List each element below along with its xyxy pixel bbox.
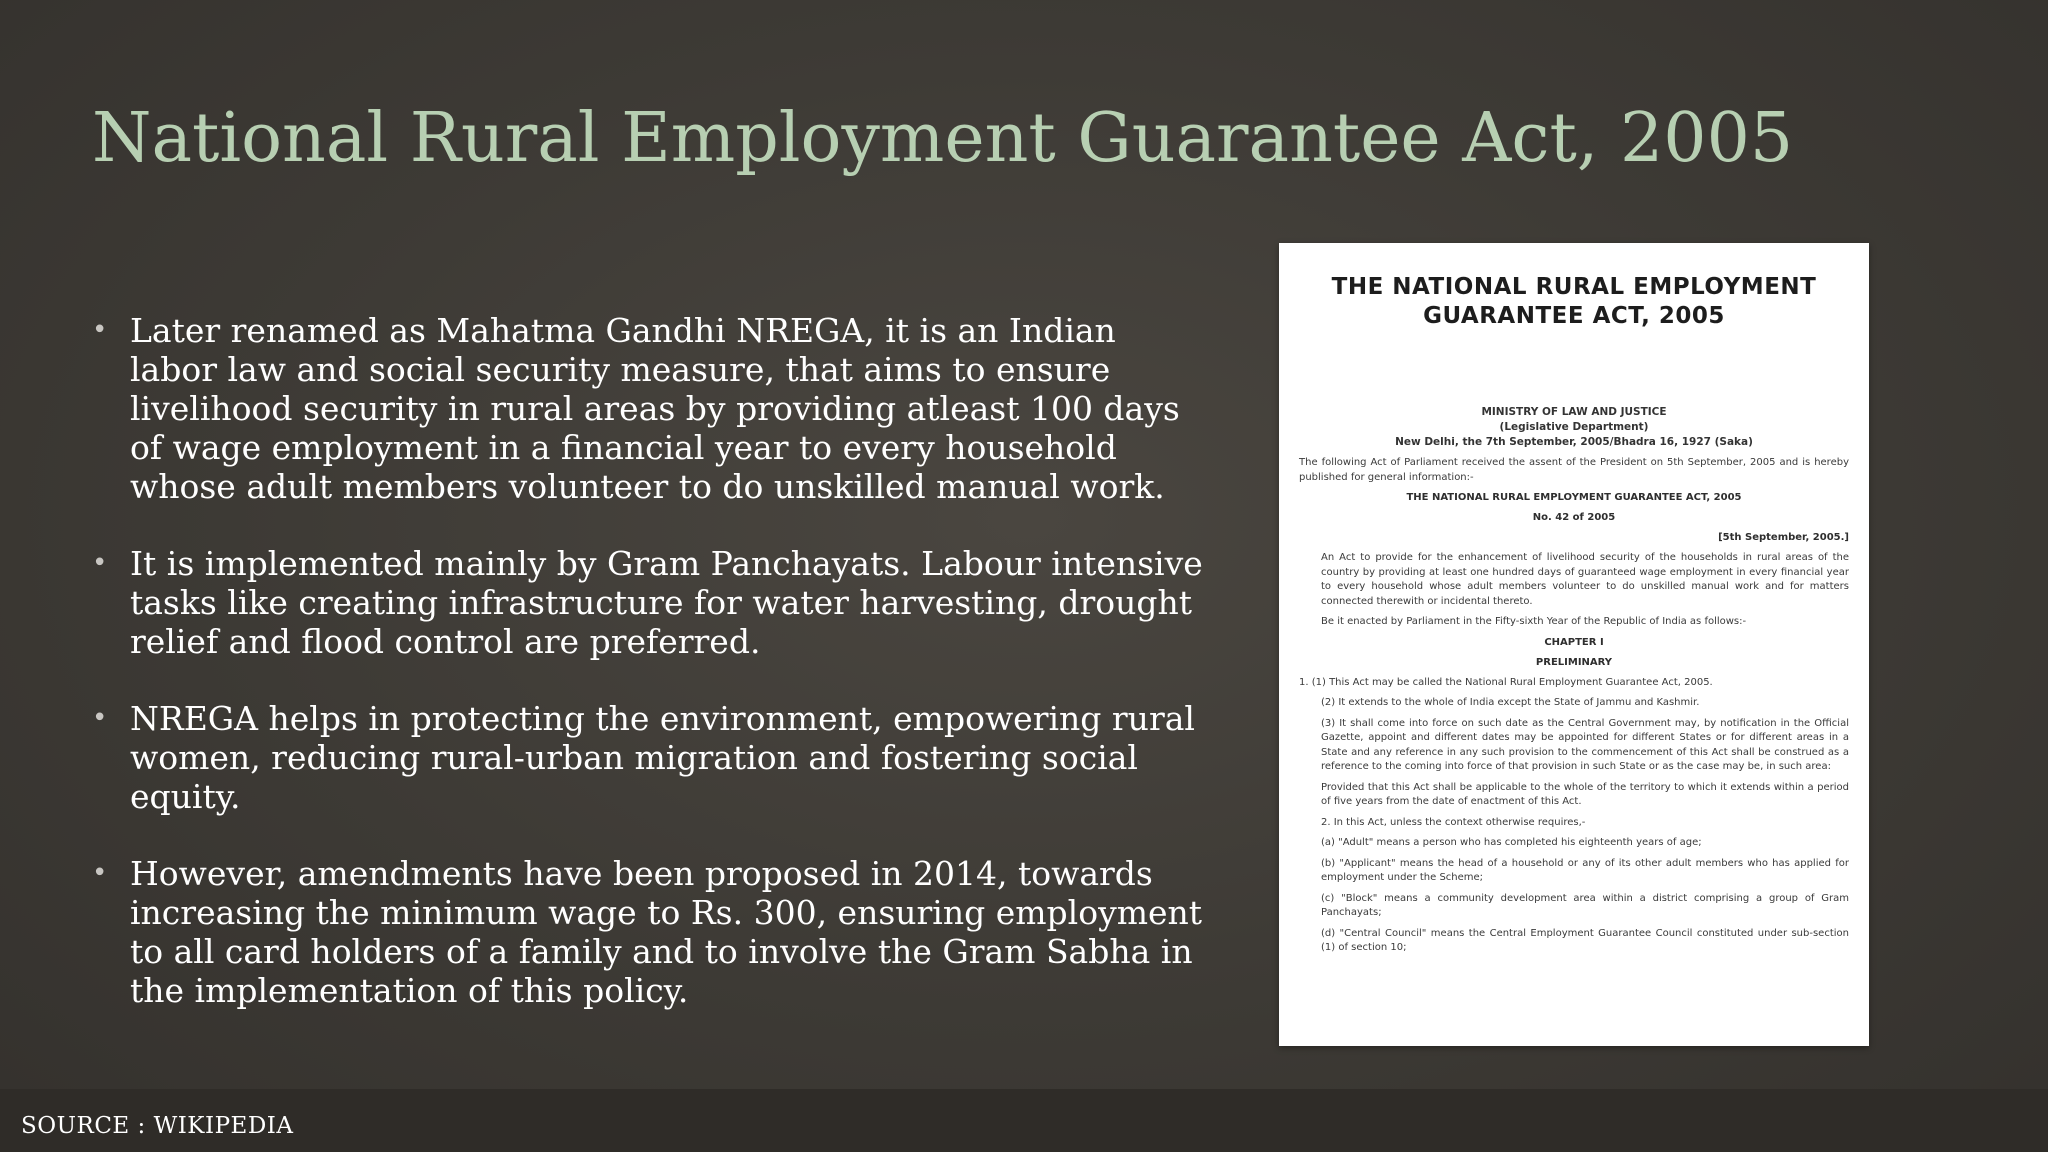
document-section: (d) "Central Council" means the Central Employment Guarantee Council constituted under sub-section (1) of section 10; xyxy=(1321,927,1849,953)
document-section: 1. (1) This Act may be called the National Rural Employment Guarantee Act, 2005. xyxy=(1299,676,1713,688)
document-enacted: Be it enacted by Parliament in the Fifty-sixth Year of the Republic of India as follows:- xyxy=(1321,616,1747,627)
footer-bar xyxy=(0,1089,2048,1152)
document-preamble: An Act to provide for the enhancement of livelihood security of the households in rural areas of the country by providing at least one hundred days of guaranteed wage employment in every financial year to every household whose adult members volunteer to do unskilled manual work and for matters connected therewith or incidental thereto. xyxy=(1321,552,1849,607)
document-section: 2. In this Act, unless the context otherwise requires,- xyxy=(1321,816,1586,828)
document-section: (c) "Block" means a community development area within a district comprising a group of Gram Panchayats; xyxy=(1321,892,1849,918)
ministry-line: MINISTRY OF LAW AND JUSTICE xyxy=(1481,406,1667,418)
bullet-list xyxy=(92,311,1212,1048)
ministry-line: (Legislative Department) xyxy=(1499,421,1649,433)
document-act-name: THE NATIONAL RURAL EMPLOYMENT GUARANTEE ACT, 2005 xyxy=(1406,492,1742,503)
source-citation: SOURCE : WIKIPEDIA xyxy=(21,1113,294,1139)
bullet-text: It is implemented mainly by Gram Panchayats. Labour intensive tasks like creating infrastructure for water harvesting, drought relief and flood control are preferred. xyxy=(130,544,1203,661)
bullet-dot-icon: • xyxy=(92,858,108,888)
bullet-item xyxy=(92,854,1212,1010)
document-section: Provided that this Act shall be applicable to the whole of the territory to which it extends within a period of five years from the date of enactment of this Act. xyxy=(1321,781,1849,807)
document-act-number: No. 42 of 2005 xyxy=(1532,512,1616,523)
document-section: (3) It shall come into force on such date as the Central Government may, by notification in the Official Gazette, appoint and different dates may be appointed for different States or for different areas in a State and any reference in any such provision to the commencement of this Act shall be construed as a reference to the coming into force of that provision in such State or as the case may be, in such area: xyxy=(1321,717,1849,772)
bullet-item xyxy=(92,544,1212,661)
document-chapter-title: PRELIMINARY xyxy=(1535,656,1613,668)
bullet-dot-icon: • xyxy=(92,315,108,345)
ministry-line: New Delhi, the 7th September, 2005/Bhadra 16, 1927 (Saka) xyxy=(1395,436,1753,448)
document-heading: THE NATIONAL RURAL EMPLOYMENT GUARANTEE ACT, 2005 xyxy=(1331,274,1817,329)
bullet-text: Later renamed as Mahatma Gandhi NREGA, it is an Indian labor law and social security measure, that aims to ensure livelihood security in rural areas by providing atleast 100 days of wage employment in a financial year to every household whose adult members volunteer to do unskilled manual work. xyxy=(130,311,1180,506)
document-intro: The following Act of Parliament received the assent of the President on 5th September, 2005 and is hereby published for general information:- xyxy=(1299,457,1849,483)
bullet-text: NREGA helps in protecting the environment, empowering rural women, reducing rural-urban migration and fostering social equity. xyxy=(130,699,1195,816)
document-section: (a) "Adult" means a person who has completed his eighteenth years of age; xyxy=(1321,837,1702,848)
document-section: (b) "Applicant" means the head of a household or any of its other adult members who has applied for employment under the Scheme; xyxy=(1321,857,1849,883)
document-chapter: CHAPTER I xyxy=(1544,636,1604,648)
document-section: (2) It extends to the whole of India except the State of Jammu and Kashmir. xyxy=(1321,697,1700,708)
document-ministry xyxy=(1299,405,1849,450)
bullet-dot-icon: • xyxy=(92,703,108,733)
bullet-text: However, amendments have been proposed in 2014, towards increasing the minimum wage to Rs. 300, ensuring employment to all card holders of a family and to involve the Gram Sabha in the implementation of this policy. xyxy=(130,854,1203,1010)
document-date: [5th September, 2005.] xyxy=(1718,532,1849,543)
act-document-image xyxy=(1279,243,1869,1046)
bullet-dot-icon: • xyxy=(92,548,108,578)
slide-title: National Rural Employment Guarantee Act, 2005 xyxy=(92,99,1794,178)
bullet-item xyxy=(92,699,1212,816)
bullet-item xyxy=(92,311,1212,506)
